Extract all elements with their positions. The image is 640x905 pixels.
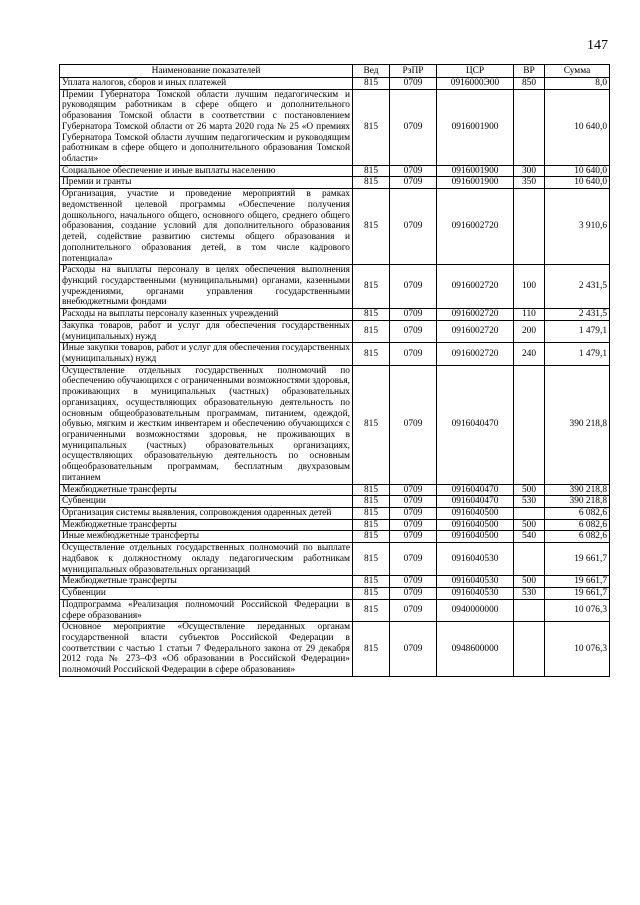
cell-rzpr: 0709: [390, 519, 437, 531]
cell-ved: 815: [353, 588, 390, 600]
cell-vr: 300: [514, 165, 545, 177]
table-row: [60, 78, 610, 90]
cell-name: Организация системы выявления, сопровождения одаренных детей: [60, 508, 353, 520]
cell-sum: 390 218,8: [545, 484, 610, 496]
cell-sum: 10 640,0: [545, 177, 610, 189]
cell-ved: 815: [353, 165, 390, 177]
table-row: [60, 496, 610, 508]
table-row: [60, 309, 610, 321]
cell-csr: 0916040470: [437, 365, 514, 484]
cell-sum: 10 076,3: [545, 599, 610, 621]
cell-rzpr: 0709: [390, 543, 437, 576]
cell-rzpr: 0709: [390, 189, 437, 265]
cell-ved: 815: [353, 309, 390, 321]
budget-table: [59, 64, 610, 677]
cell-ved: 815: [353, 189, 390, 265]
cell-sum: 10 640,0: [545, 89, 610, 165]
table-row: [60, 320, 610, 342]
cell-rzpr: 0709: [390, 484, 437, 496]
page-number: 147: [587, 38, 608, 53]
cell-vr: 530: [514, 588, 545, 600]
table-row: [60, 89, 610, 165]
cell-vr: [514, 189, 545, 265]
cell-ved: 815: [353, 78, 390, 90]
cell-rzpr: 0709: [390, 89, 437, 165]
cell-ved: 815: [353, 343, 390, 365]
cell-csr: 0916040470: [437, 496, 514, 508]
cell-vr: 850: [514, 78, 545, 90]
cell-vr: 500: [514, 484, 545, 496]
cell-name: Расходы на выплаты персоналу в целях обеспечения выполнения функций государственными (муниципальными) органами, казенными учреждениями, органами управления государственными внебюджетными фондами: [60, 265, 353, 309]
cell-rzpr: 0709: [390, 531, 437, 543]
cell-ved: 815: [353, 365, 390, 484]
table-row: [60, 189, 610, 265]
cell-name: Субвенции: [60, 588, 353, 600]
column-header-name: Наименование показателей: [60, 65, 353, 78]
cell-ved: 815: [353, 508, 390, 520]
cell-sum: 1 479,1: [545, 320, 610, 342]
table-row: [60, 622, 610, 677]
cell-csr: 0916002720: [437, 343, 514, 365]
cell-rzpr: 0709: [390, 78, 437, 90]
cell-name: Подпрограмма «Реализация полномочий Российской Федерации в сфере образования»: [60, 599, 353, 621]
table-body: [60, 78, 610, 677]
cell-vr: 100: [514, 265, 545, 309]
cell-ved: 815: [353, 177, 390, 189]
column-header-vr: ВР: [514, 65, 545, 78]
cell-vr: [514, 508, 545, 520]
cell-vr: 500: [514, 519, 545, 531]
cell-csr: 0916002720: [437, 309, 514, 321]
cell-csr: 0916040500: [437, 508, 514, 520]
cell-sum: 19 661,7: [545, 543, 610, 576]
cell-vr: [514, 89, 545, 165]
cell-name: Основное мероприятие «Осуществление переданных органам государственной власти субъектов Российской Федерации в соответствии с частью 1 статьи 7 Федерального закона от 29 декабря 2012 года № 273–ФЗ «Об образовании в Российской Федерации» полномочий Российской Федерации в сфере образования»: [60, 622, 353, 677]
table-header-row: [60, 65, 610, 78]
cell-name: Социальное обеспечение и иные выплаты населению: [60, 165, 353, 177]
cell-sum: 2 431,5: [545, 309, 610, 321]
cell-csr: 0916001900: [437, 89, 514, 165]
cell-ved: 815: [353, 496, 390, 508]
cell-vr: 110: [514, 309, 545, 321]
cell-rzpr: 0709: [390, 309, 437, 321]
cell-csr: 0916040530: [437, 543, 514, 576]
cell-name: Премии и гранты: [60, 177, 353, 189]
table-row: [60, 508, 610, 520]
cell-sum: 19 661,7: [545, 576, 610, 588]
cell-vr: 200: [514, 320, 545, 342]
cell-csr: 0916002720: [437, 189, 514, 265]
cell-rzpr: 0709: [390, 365, 437, 484]
table-row: [60, 365, 610, 484]
cell-name: Межбюджетные трансферты: [60, 576, 353, 588]
cell-rzpr: 0709: [390, 496, 437, 508]
cell-rzpr: 0709: [390, 599, 437, 621]
cell-ved: 815: [353, 576, 390, 588]
cell-ved: 815: [353, 265, 390, 309]
cell-ved: 815: [353, 531, 390, 543]
cell-rzpr: 0709: [390, 508, 437, 520]
cell-ved: 815: [353, 484, 390, 496]
cell-name: Межбюджетные трансферты: [60, 519, 353, 531]
cell-sum: 390 218,8: [545, 365, 610, 484]
cell-rzpr: 0709: [390, 177, 437, 189]
table-row: [60, 588, 610, 600]
table-row: [60, 177, 610, 189]
table-row: [60, 543, 610, 576]
cell-csr: 0916000Э00: [437, 78, 514, 90]
cell-name: Осуществление отдельных государственных полномочий по выплате надбавок к должностному окладу педагогическим работникам муниципальных образовательных организаций: [60, 543, 353, 576]
cell-csr: 0916040530: [437, 588, 514, 600]
cell-name: Премии Губернатора Томской области лучшим педагогическим и руководящим работникам в сфере общего и дополнительного образования Томской области в соответствии с постановлением Губернатора Томской области от 26 марта 2020 года № 25 «О премиях Губернатора Томской области лучшим педагогическим и руководящим работникам в сфере общего и дополнительного образования Томской области»: [60, 89, 353, 165]
cell-sum: 8,0: [545, 78, 610, 90]
cell-csr: 0916002720: [437, 320, 514, 342]
cell-sum: 6 082,6: [545, 508, 610, 520]
column-header-ved: Вед: [353, 65, 390, 78]
column-header-rzpr: РзПР: [390, 65, 437, 78]
cell-rzpr: 0709: [390, 320, 437, 342]
cell-ved: 815: [353, 320, 390, 342]
cell-vr: 540: [514, 531, 545, 543]
cell-sum: 390 218,8: [545, 496, 610, 508]
cell-name: Закупка товаров, работ и услуг для обеспечения государственных (муниципальных) нужд: [60, 320, 353, 342]
cell-ved: 815: [353, 543, 390, 576]
cell-name: Субвенции: [60, 496, 353, 508]
cell-rzpr: 0709: [390, 576, 437, 588]
cell-csr: 0916001900: [437, 165, 514, 177]
cell-sum: 1 479,1: [545, 343, 610, 365]
cell-ved: 815: [353, 89, 390, 165]
table-row: [60, 531, 610, 543]
cell-vr: [514, 622, 545, 677]
table-row: [60, 484, 610, 496]
cell-sum: 2 431,5: [545, 265, 610, 309]
cell-sum: 10 640,0: [545, 165, 610, 177]
cell-vr: [514, 365, 545, 484]
cell-csr: 0916002720: [437, 265, 514, 309]
cell-csr: 0916040470: [437, 484, 514, 496]
cell-vr: [514, 599, 545, 621]
cell-sum: 19 661,7: [545, 588, 610, 600]
cell-csr: 0916040530: [437, 576, 514, 588]
cell-sum: 10 076,3: [545, 622, 610, 677]
cell-csr: 0916040500: [437, 531, 514, 543]
table-row: [60, 343, 610, 365]
cell-name: Межбюджетные трансферты: [60, 484, 353, 496]
cell-csr: 0916001900: [437, 177, 514, 189]
cell-rzpr: 0709: [390, 343, 437, 365]
cell-name: Организация, участие и проведение мероприятий в рамках ведомственной целевой программы «Обеспечение получения дошкольного, начального общего, основного общего, среднего общего образования, создание условий для дополнительного образования детей, содействие развитию системы общего образования и дополнительного образования детей, в том числе кадрового потенциала»: [60, 189, 353, 265]
table-row: [60, 265, 610, 309]
cell-name: Иные закупки товаров, работ и услуг для обеспечения государственных (муниципальных) нужд: [60, 343, 353, 365]
cell-ved: 815: [353, 622, 390, 677]
table-row: [60, 519, 610, 531]
cell-rzpr: 0709: [390, 588, 437, 600]
cell-vr: 530: [514, 496, 545, 508]
cell-vr: 240: [514, 343, 545, 365]
cell-vr: 500: [514, 576, 545, 588]
cell-csr: 0948600000: [437, 622, 514, 677]
cell-name: Расходы на выплаты персоналу казенных учреждений: [60, 309, 353, 321]
cell-sum: 6 082,6: [545, 519, 610, 531]
cell-rzpr: 0709: [390, 165, 437, 177]
cell-sum: 6 082,6: [545, 531, 610, 543]
cell-csr: 0940000000: [437, 599, 514, 621]
table-row: [60, 599, 610, 621]
cell-vr: 350: [514, 177, 545, 189]
cell-ved: 815: [353, 519, 390, 531]
cell-sum: 3 910,6: [545, 189, 610, 265]
column-header-csr: ЦСР: [437, 65, 514, 78]
table-row: [60, 165, 610, 177]
table-row: [60, 576, 610, 588]
cell-name: Уплата налогов, сборов и иных платежей: [60, 78, 353, 90]
cell-rzpr: 0709: [390, 265, 437, 309]
cell-name: Осуществление отдельных государственных полномочий по обеспечению обучающихся с ограниченными возможностями здоровья, проживающих в муниципальных (частных) образовательных организациях, осуществляющих образовательную деятельность по основным общеобразовательным программам, питанием, одеждой, обувью, мягким и жестким инвентарем и обеспечению обучающихся с ограниченными возможностями здоровья, не проживающих в муниципальных (частных) образовательных организациях, осуществляющих образовательную деятельность по основным общеобразовательным программам, бесплатным двухразовым питанием: [60, 365, 353, 484]
cell-vr: [514, 543, 545, 576]
cell-name: Иные межбюджетные трансферты: [60, 531, 353, 543]
cell-csr: 0916040500: [437, 519, 514, 531]
column-header-sum: Сумма: [545, 65, 610, 78]
cell-rzpr: 0709: [390, 622, 437, 677]
cell-ved: 815: [353, 599, 390, 621]
